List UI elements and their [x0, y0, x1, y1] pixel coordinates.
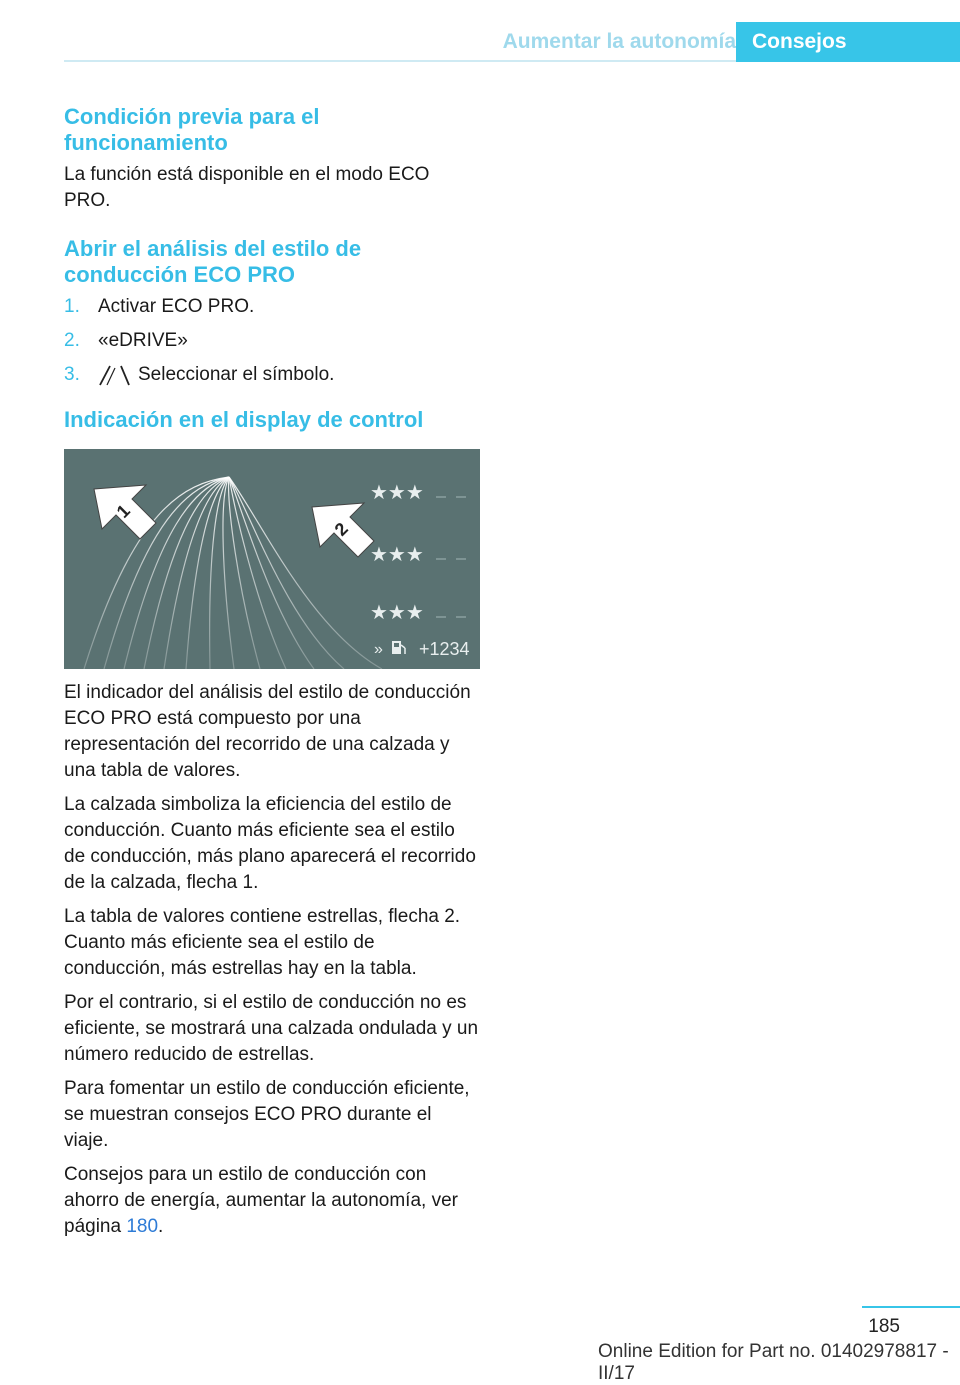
header-section-title: Aumentar la autonomía: [502, 30, 736, 53]
fuel-pump-icon: [392, 641, 405, 654]
footer-rule: [862, 1306, 960, 1308]
list-item: [64, 362, 480, 396]
heading-prerequisite: Condición previa para el funcionamiento: [64, 104, 320, 155]
arrow-2-icon: [312, 503, 374, 557]
page-number: 185: [868, 1316, 900, 1337]
arrow-1-label: 1: [112, 500, 134, 522]
paragraph: El indicador del análisis del estilo de conducción ECO PRO está compuesto por una representación del recorrido de una calzada y una tabla de valores.: [64, 682, 471, 781]
header-tab: Consejos: [736, 22, 960, 62]
eco-pro-display-figure: [64, 449, 480, 669]
stars-row: ★★★: [370, 544, 424, 566]
paragraph-text: Consejos para un estilo de conducción con ahorro de energía, aumentar la autonomía, ver página: [64, 1164, 458, 1237]
stars-row: ★★★: [370, 602, 424, 624]
step-text: Seleccionar el símbolo.: [138, 364, 335, 385]
paragraph-with-link: [64, 1162, 480, 1240]
paragraph: La tabla de valores contiene estrellas, flecha 2. Cuanto más eficiente sea el estilo de conducción, más estrellas hay en la tabla.: [64, 906, 461, 979]
list-item: [64, 294, 480, 328]
step-number: 3.: [64, 364, 80, 385]
paragraph: La calzada simboliza la eficiencia del estilo de conducción. Cuanto más eficiente sea el estilo de conducción, más plano aparecerá el recorrido de la calzada, flecha 1.: [64, 794, 476, 893]
arrow-2-label: 2: [330, 518, 352, 540]
heading-control-display: Indicación en el display de control: [64, 407, 424, 432]
list-item: [64, 328, 480, 362]
savings-readout: +1234: [419, 639, 470, 659]
step-3-content: [98, 362, 334, 388]
steps-list: [64, 294, 480, 396]
arrow-1-icon: [94, 485, 156, 539]
road-analysis-illustration: [64, 449, 480, 669]
step-text: «eDRIVE»: [98, 330, 188, 351]
chevron-right-icon: »: [374, 641, 383, 658]
paragraph-end: .: [158, 1216, 164, 1237]
star-table: [370, 482, 424, 624]
page-link[interactable]: 180: [126, 1216, 159, 1237]
stars-row: ★★★: [370, 482, 424, 504]
heading-open-analysis: Abrir el análisis del estilo de conducción ECO PRO: [64, 236, 362, 287]
star-table-dashes: [436, 497, 466, 617]
body-text: [64, 680, 480, 1248]
road-icon: [98, 364, 130, 386]
edition-note: Online Edition for Part no. 01402978817 - II/17: [598, 1341, 949, 1384]
paragraph: Por el contrario, si el estilo de conducción no es eficiente, se mostrará una calzada ondulada y un número reducido de estrellas.: [64, 992, 479, 1065]
paragraph: Para fomentar un estilo de conducción eficiente, se muestran consejos ECO PRO durante el viaje.: [64, 1078, 470, 1151]
step-text: Activar ECO PRO.: [98, 296, 255, 317]
step-number: 2.: [64, 330, 80, 351]
prerequisite-text: La función está disponible en el modo ECO PRO.: [64, 164, 430, 211]
step-number: 1.: [64, 296, 80, 317]
